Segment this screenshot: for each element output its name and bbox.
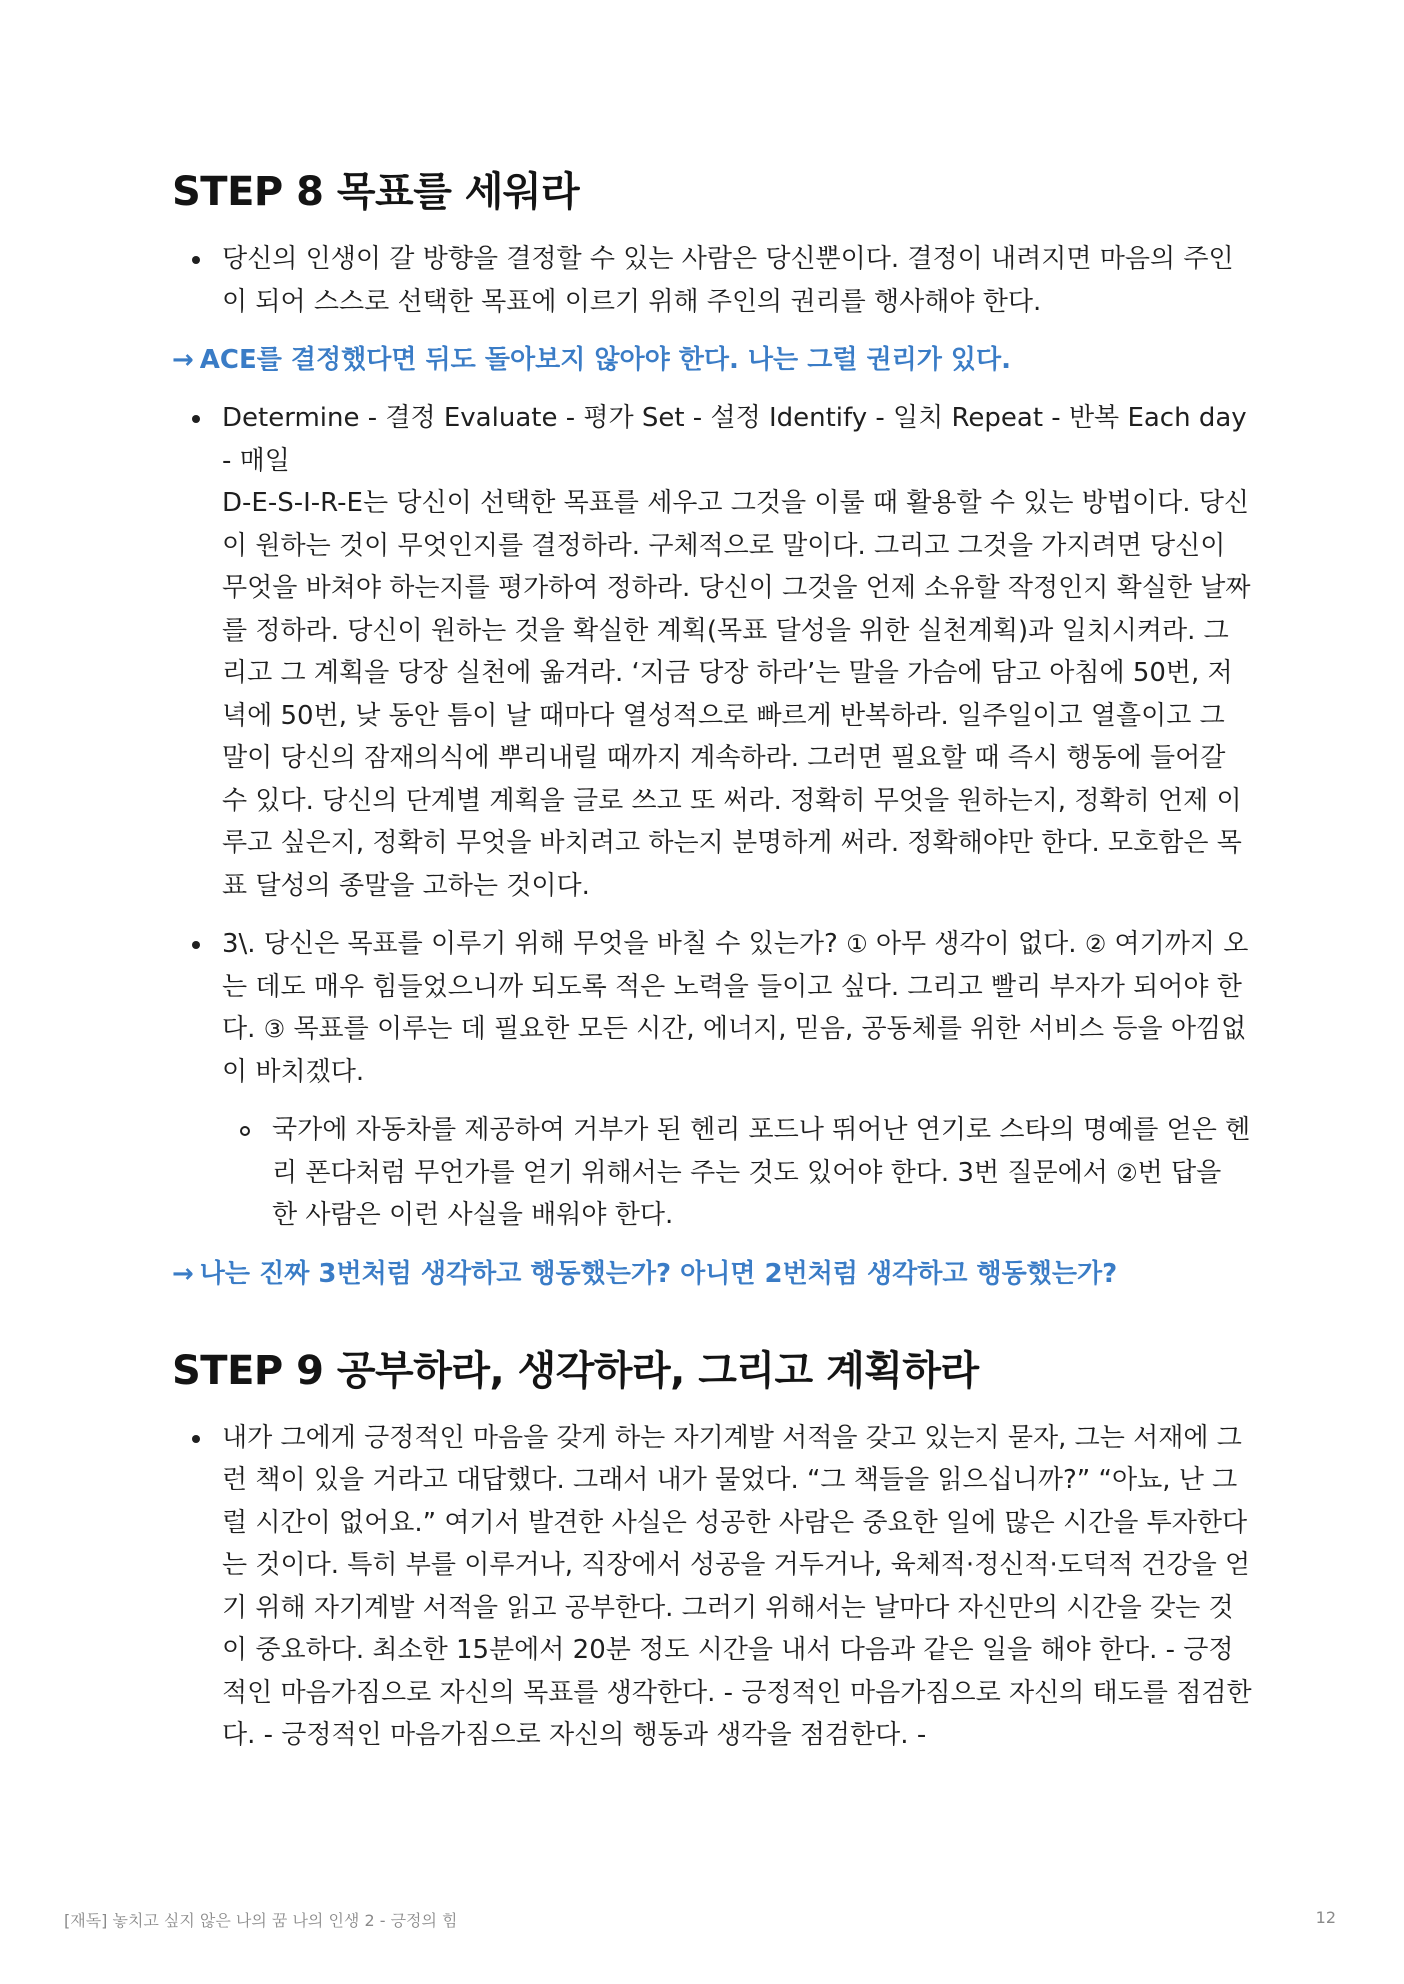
callout-text: 나는 진짜 3번처럼 생각하고 행동했는가? 아니면 2번처럼 생각하고 행동했는가? — [199, 1258, 1118, 1289]
circled-two-icon: ② — [1116, 1158, 1138, 1187]
step8-bullet-2 — [172, 397, 1252, 907]
step8-sublist — [172, 1109, 1252, 1237]
step8-list-1 — [172, 238, 1252, 323]
step9-bullet-1: 내가 그에게 긍정적인 마음을 갖게 하는 자기계발 서적을 갖고 있는지 묻자, 그는 서재에 그런 책이 있을 거라고 대답했다. 그래서 내가 물었다. “그 책들을 읽으십니까?” “아뇨, 난 그럴 시간이 없어요.” 여기서 발견한 사실은 성공한 사람은 중요한 일에 많은 시간을 투자한다는 것이다. 특히 부를 이루거나, 직장에서 성공을 거두거나, 육체적·정신적·도덕적 건강을 얻기 위해 자기계발 서적을 읽고 공부한다. 그러기 위해서는 날마다 자신만의 시간을 갖는 것이 중요하다. 최소한 15분에서 20분 정도 시간을 내서 다음과 같은 일을 해야 한다. - 긍정적인 마음가짐으로 자신의 목표를 생각한다. - 긍정적인 마음가짐으로 자신의 태도를 점검한다. - 긍정적인 마음가짐으로 자신의 행동과 생각을 점검한다. - — [172, 1417, 1252, 1757]
step8-heading: STEP 8 목표를 세워라 — [172, 169, 580, 215]
arrow-right-icon: → — [172, 1258, 194, 1289]
step8-callout-2 — [172, 1253, 1252, 1295]
step8-sub-bullet — [172, 1109, 1252, 1237]
answer-2-text: 여기까지 오는 데도 매우 힘들었으니까 되도록 적은 노력을 들이고 싶다. 그리고 빨리 부자가 되어야 한다. — [222, 929, 1249, 1044]
step9-list — [172, 1417, 1252, 1757]
step9-heading: STEP 9 공부하라, 생각하라, 그리고 계획하라 — [172, 1347, 979, 1394]
callout-text: ACE를 결정했다면 뒤도 돌아보지 않아야 한다. 나는 그럴 권리가 있다. — [199, 345, 1011, 375]
circled-one-icon: ① — [846, 930, 868, 958]
footer-document-title: [재독] 놓치고 싶지 않은 나의 꿈 나의 인생 2 - 긍정의 힘 — [64, 1911, 458, 1930]
sub-bullet-text-b: 번 답을 한 사람은 이런 사실을 배워야 한다. — [272, 1157, 1222, 1230]
desire-acronym: Determine - 결정 Evaluate - 평가 Set - 설정 Identify - 일치 Repeat - 반복 Each day - 매일 — [222, 403, 1247, 476]
step8-callout-1 — [172, 339, 1252, 381]
question-text: 3\. 당신은 목표를 이루기 위해 무엇을 바칠 수 있는가? — [222, 929, 838, 959]
arrow-right-icon: → — [172, 345, 194, 375]
step8-list-2 — [172, 397, 1252, 1093]
step8-bullet-1: 당신의 인생이 갈 방향을 결정할 수 있는 사람은 당신뿐이다. 결정이 내려지면 마음의 주인이 되어 스스로 선택한 목표에 이르기 위해 주인의 권리를 행사해야 한다. — [172, 238, 1252, 323]
circled-three-icon: ③ — [263, 1015, 286, 1043]
footer-page-number: 12 — [1315, 1908, 1336, 1927]
circled-two-icon: ② — [1084, 930, 1107, 958]
step8-bullet-3 — [172, 923, 1252, 1093]
answer-3-text: 목표를 이루는 데 필요한 모든 시간, 에너지, 믿음, 공동체를 위한 서비스 등을 아낌없이 바치겠다. — [222, 1014, 1247, 1087]
sub-bullet-text-a: 국가에 자동차를 제공하여 거부가 된 헨리 포드나 뛰어난 연기로 스타의 명예를 얻은 헨리 폰다처럼 무언가를 얻기 위해서는 주는 것도 있어야 한다. 3번 질문에서 — [272, 1115, 1251, 1188]
answer-1-text: 아무 생각이 없다. — [875, 929, 1077, 959]
page-content — [172, 160, 1252, 1773]
desire-explanation: D-E-S-I-R-E는 당신이 선택한 목표를 세우고 그것을 이룰 때 활용할 수 있는 방법이다. 당신이 원하는 것이 무엇인지를 결정하라. 구체적으로 말이다. 그리고 그것을 가지려면 당신이 무엇을 바쳐야 하는지를 평가하여 정하라. 당신이 그것을 언제 소유할 작정인지 확실한 날짜를 정하라. 당신이 원하는 것을 확실한 계획(목표 달성을 위한 실천계획)과 일치시켜라. 그리고 그 계획을 당장 실천에 옮겨라. ‘지금 당장 하라’는 말을 가슴에 담고 아침에 50번, 저녁에 50번, 낮 동안 틈이 날 때마다 열성적으로 빠르게 반복하라. 일주일이고 열흘이고 그 말이 당신의 잠재의식에 뿌리내릴 때까지 계속하라. 그러면 필요할 때 즉시 행동에 들어갈 수 있다. 당신의 단계별 계획을 글로 쓰고 또 써라. 정확히 무엇을 원하는지, 정확히 언제 이루고 싶은지, 정확히 무엇을 바치려고 하는지 분명하게 써라. 정확해야만 한다. 모호함은 목표 달성의 종말을 고하는 것이다. — [222, 488, 1251, 901]
